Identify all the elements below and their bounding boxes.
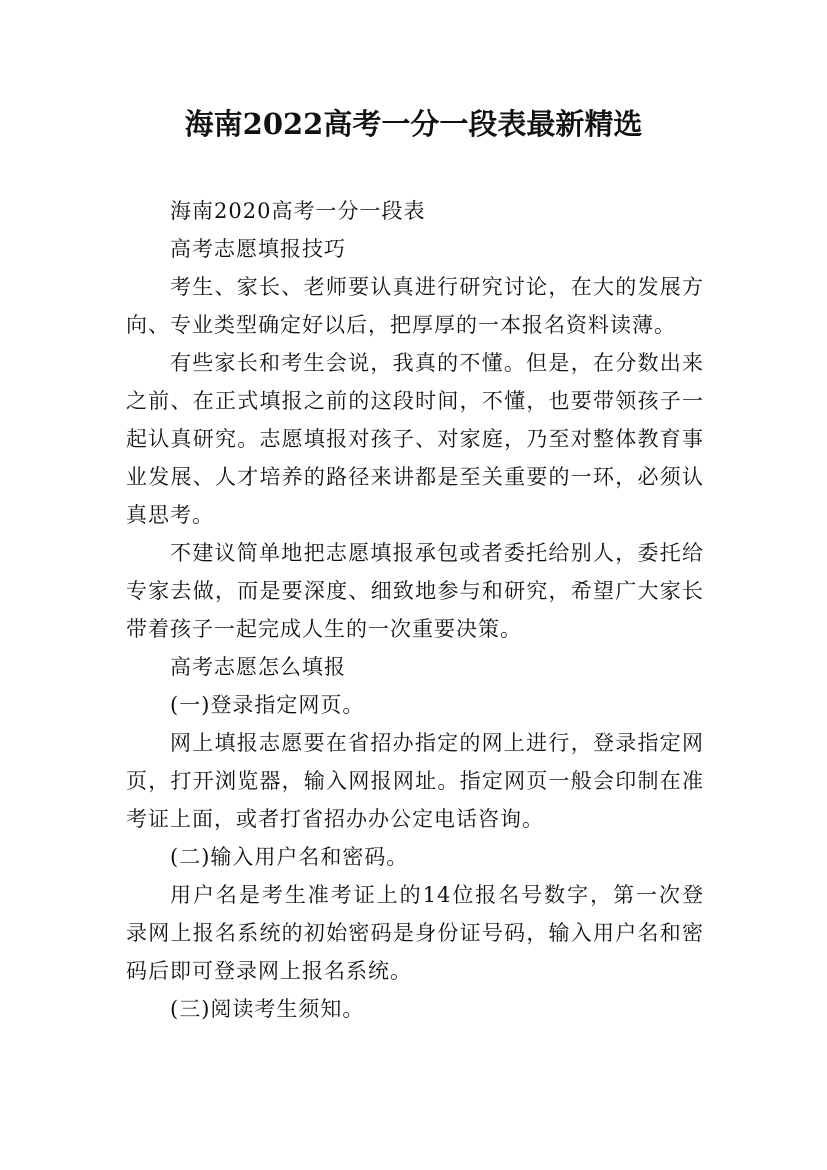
- document-title: 海南2022高考一分一段表最新精选: [184, 107, 643, 141]
- paragraph-heading-how-to: 高考志愿怎么填报: [170, 655, 346, 679]
- paragraph-step-2: (二)输入用户名和密码。: [170, 845, 409, 869]
- paragraph: 考生、家长、老师要认真进行研究讨论，在大的发展方向、专业类型确定好以后，把厚厚的一本报名资料读薄。: [126, 275, 704, 337]
- paragraph-heading-tips: 高考志愿填报技巧: [170, 237, 346, 261]
- paragraph-step-1: (一)登录指定网页。: [170, 693, 365, 717]
- paragraph: 网上填报志愿要在省招办指定的网上进行，登录指定网页，打开浏览器，输入网报网址。指定网页一般会印制在准考证上面，或者打省招办办公定电话咨询。: [126, 731, 704, 831]
- paragraph: 不建议简单地把志愿填报承包或者委托给别人，委托给专家去做，而是要深度、细致地参与和研究，希望广大家长带着孩子一起完成人生的一次重要决策。: [126, 541, 704, 641]
- paragraph-step-3: (三)阅读考生须知。: [170, 997, 365, 1021]
- document-body: [126, 192, 704, 1028]
- paragraph: 用户名是考生准考证上的14位报名号数字，第一次登录网上报名系统的初始密码是身份证号码，输入用户名和密码后即可登录网上报名系统。: [126, 883, 704, 983]
- paragraph: 有些家长和考生会说，我真的不懂。但是，在分数出来之前、在正式填报之前的这段时间，不懂，也要带领孩子一起认真研究。志愿填报对孩子、对家庭，乃至对整体教育事业发展、人才培养的路径来讲都是至关重要的一环，必须认真思考。: [126, 351, 704, 527]
- paragraph-subtitle: 海南2020高考一分一段表: [170, 199, 426, 223]
